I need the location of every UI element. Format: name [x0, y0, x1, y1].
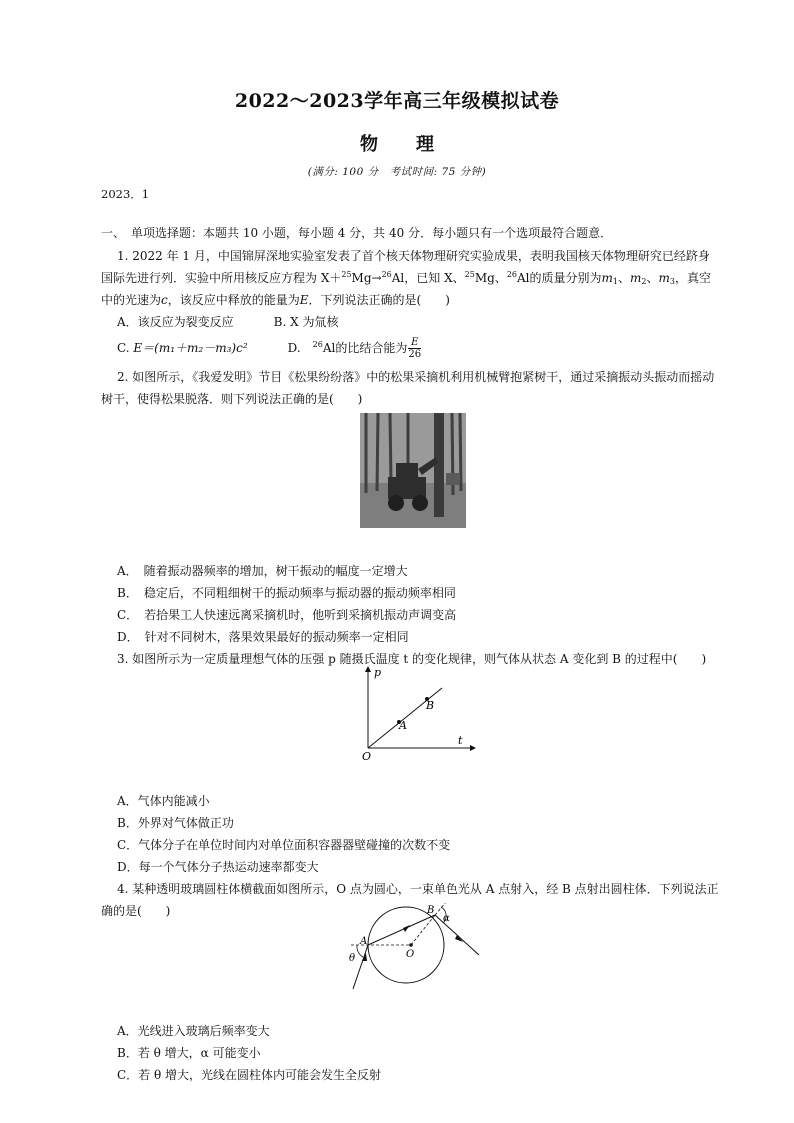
q2-option-a[interactable]: A． 随着振动器频率的增加，树干振动的幅度一定增大: [117, 564, 408, 578]
q3-option-a[interactable]: A．气体内能减小: [117, 794, 210, 808]
point-a-label: A: [360, 936, 368, 947]
exam-title: 2022～2023学年高三年级模拟试卷: [234, 90, 560, 112]
exit-arrow-icon: [455, 935, 463, 942]
refraction-svg: [349, 903, 489, 993]
forest-machine-illustration: [360, 413, 466, 528]
p-axis-label: p: [374, 666, 382, 679]
subject-title: 物理: [360, 134, 472, 155]
q3-option-c[interactable]: C．气体分子在单位时间内对单位面积容器器壁碰撞的次数不变: [117, 838, 451, 852]
q1-option-d[interactable]: D. $^{26}$Al的比结合能为 $\frac{E}{26}$: [287, 337, 422, 360]
point-a-label: A: [399, 719, 407, 732]
process-line: [368, 688, 442, 748]
t-axis-arrow-icon: [470, 745, 476, 751]
alpha-label: α: [443, 913, 450, 924]
q1-option-c[interactable]: C. E＝(m₁＋m₂－m₃)c²: [117, 341, 248, 355]
q3-option-d[interactable]: D．每一个气体分子热运动速率都变大: [117, 860, 319, 874]
q3-option-b[interactable]: B．外界对气体做正功: [117, 816, 234, 830]
q2-stem: 2. 如图所示，《我爱发明》节目《松果纷纷落》中的松果采摘机利用机械臂抱紧树干，通过采摘振动头振动而摇动树干，使得松果脱落．则下列说法正确的是( ): [101, 370, 715, 406]
q4-option-c[interactable]: C．若 θ 增大，光线在圆柱体内可能会发生全反射: [117, 1068, 382, 1082]
incident-ray: [353, 945, 368, 989]
inner-arrow-icon: [403, 925, 410, 932]
center-point: [409, 943, 413, 947]
q1-options-row2: [101, 337, 721, 360]
point-b-label: B: [426, 699, 435, 712]
theta-label: θ: [349, 953, 356, 964]
origin-label: O: [362, 750, 372, 763]
pine-cone-harvester-photo: [360, 413, 466, 528]
q2-option-d[interactable]: D． 针对不同树木，落果效果最好的振动频率一定相同: [117, 630, 409, 644]
binding-energy-fraction: $\frac{E}{26}$: [408, 337, 422, 360]
point-b-label: B: [427, 905, 435, 916]
q4-option-b[interactable]: B．若 θ 增大，α 可能变小: [117, 1046, 261, 1060]
q1-option-b[interactable]: B. X 为氚核: [273, 315, 339, 329]
radius-ob: [411, 915, 435, 945]
q2-option-b[interactable]: B． 稳定后，不同粗细树干的振动频率与振动器的振动频率相同: [117, 586, 456, 600]
p-axis-arrow-icon: [365, 666, 371, 672]
center-o-label: O: [406, 949, 415, 960]
q4-option-a[interactable]: A．光线进入玻璃后频率变大: [117, 1024, 270, 1038]
t-axis-label: t: [458, 734, 463, 747]
section-heading: 一、 单项选择题：本题共 10 小题，每小题 4 分，共 40 分．每小题只有一个选项最符合题意．: [101, 226, 613, 240]
p-t-graph-svg: [350, 664, 480, 764]
q2-option-c[interactable]: C． 若拾果工人快速远离采摘机时，他听到采摘机振动声调变高: [117, 608, 457, 622]
q1-stem: 1. 2022 年 1 月，中国锦屏深地实验室发表了首个核天体物理研究实验成果，表明我国核天体物理研究已经跻身国际先进行列．实验中所用核反应方程为 X＋$^{25}$Mg→$^{26}$Al，已知 X、$^{25}$Mg、$^{26}$Al的质量分别为$m_1$、$m_2$、$m_3$，真空中的光速为c，该反应中释放的能量为E．下列说法正确的是( ): [101, 249, 712, 307]
p-t-graph: [350, 664, 480, 768]
exam-meta: (满分: 100 分 考试时间: 75 分钟): [307, 166, 487, 178]
q1-options-row1: [101, 311, 721, 333]
glass-cylinder-diagram: [349, 903, 489, 997]
q1-option-a[interactable]: A．该反应为裂变反应: [117, 315, 234, 329]
q3-stem: 3. 如图所示为一定质量理想气体的压强 p 随摄氏温度 t 的变化规律，则气体从状态 A 变化到 B 的过程中( ): [117, 652, 707, 666]
q4-stem: 4. 某种透明玻璃圆柱体横截面如图所示，O 点为圆心，一束单色光从 A 点射入，经 B 点射出圆柱体．下列说法正确的是( ): [101, 882, 719, 918]
exam-date: 2023．1: [101, 187, 150, 201]
